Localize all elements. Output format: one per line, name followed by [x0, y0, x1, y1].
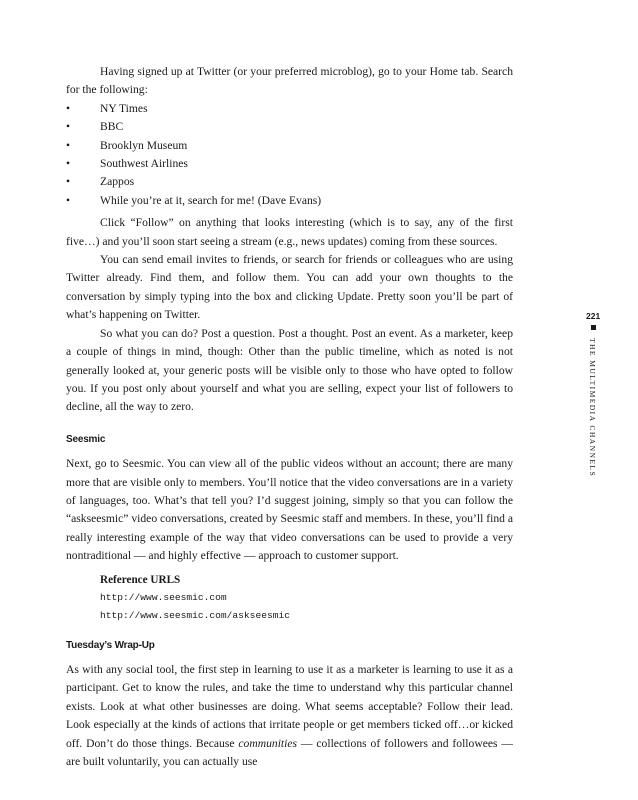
bullet-icon: • — [66, 157, 71, 171]
what-paragraph: So what you can do? Post a question. Post a thought. Post an event. As a marketer, keep a couple of things in mind, though: Other than the public timeline, which as noted is not generally looked at, your generic posts will be visible only to those who have opted to follow you. If you post only about yourself and what you are selling, expect your list of followers to decline, all the way to zero. — [66, 326, 513, 414]
wrap-up-heading: Tuesday’s Wrap-Up — [66, 639, 155, 651]
intro-paragraph: Having signed up at Twitter (or your preferred microblog), go to your Home tab. Search for the following: — [66, 65, 513, 97]
chapter-title: THE MULTIMEDIA CHANNELS — [588, 338, 597, 478]
list-item: • Southwest Airlines — [66, 155, 513, 173]
invite-paragraph: You can send email invites to friends, or search for friends or colleagues who are using Twitter already. Find them, and follow them. You can add your own thoughts to the conversation by simply typing into the box and clicking Update. Pretty soon you’ll be part of what’s happening on Twitter. — [66, 253, 513, 322]
list-item: • While you’re at it, search for me! (Dave Evans) — [66, 192, 513, 210]
bullet-icon: • — [66, 175, 71, 189]
list-item: • NY Times — [66, 100, 513, 118]
bullet-icon: • — [66, 193, 71, 207]
list-item: • Zappos — [66, 173, 513, 191]
square-bullet-icon — [591, 325, 596, 330]
reference-urls — [66, 571, 513, 625]
follow-paragraph: Click “Follow” on anything that looks interesting (which is to say, any of the first five…) and you’ll soon start seeing a stream (e.g., news updates) coming from these sources. — [66, 216, 513, 248]
list-item: • BBC — [66, 118, 513, 136]
body-text — [66, 63, 513, 771]
reference-url[interactable]: http://www.seesmic.com/askseesmic — [100, 609, 290, 621]
seesmic-heading: Seesmic — [66, 433, 106, 445]
bullet-icon: • — [66, 101, 71, 115]
page-number: 221 — [586, 311, 601, 321]
reference-url[interactable]: http://www.seesmic.com — [100, 591, 227, 603]
seesmic-paragraph: Next, go to Seesmic. You can view all of the public videos without an account; there are many more that are visible only to members. You’ll notice that the video conversations are in a variety of languages, too. What’s that tell you? I’d suggest joining, simply so that you can follow the “askseesmic” video conversations, created by Seesmic staff and members. In these, you’ll find a really interesting example of the way that video conversations can be used to provide a very nontraditional — and highly effective — approach to customer support. — [66, 457, 513, 563]
reference-title: Reference URLS — [100, 573, 181, 586]
wrap-up-paragraph: As with any social tool, the first step in learning to use it as a marketer is learning to use it as a participant. Get to know the rules, and take the time to understand why this particular channel exists. Look at what other businesses are doing. What seems acceptable? Follow their lead. Look especially at the kinds of actions that irritate people or get members ticked off…or kicked off. Don’t do those things. Because communities — collections of followers and followees — are built voluntarily, you can actually use — [66, 662, 514, 768]
bullet-icon: • — [66, 120, 71, 134]
search-list — [66, 100, 513, 210]
list-item: • Brooklyn Museum — [66, 137, 513, 155]
bullet-icon: • — [66, 138, 71, 152]
